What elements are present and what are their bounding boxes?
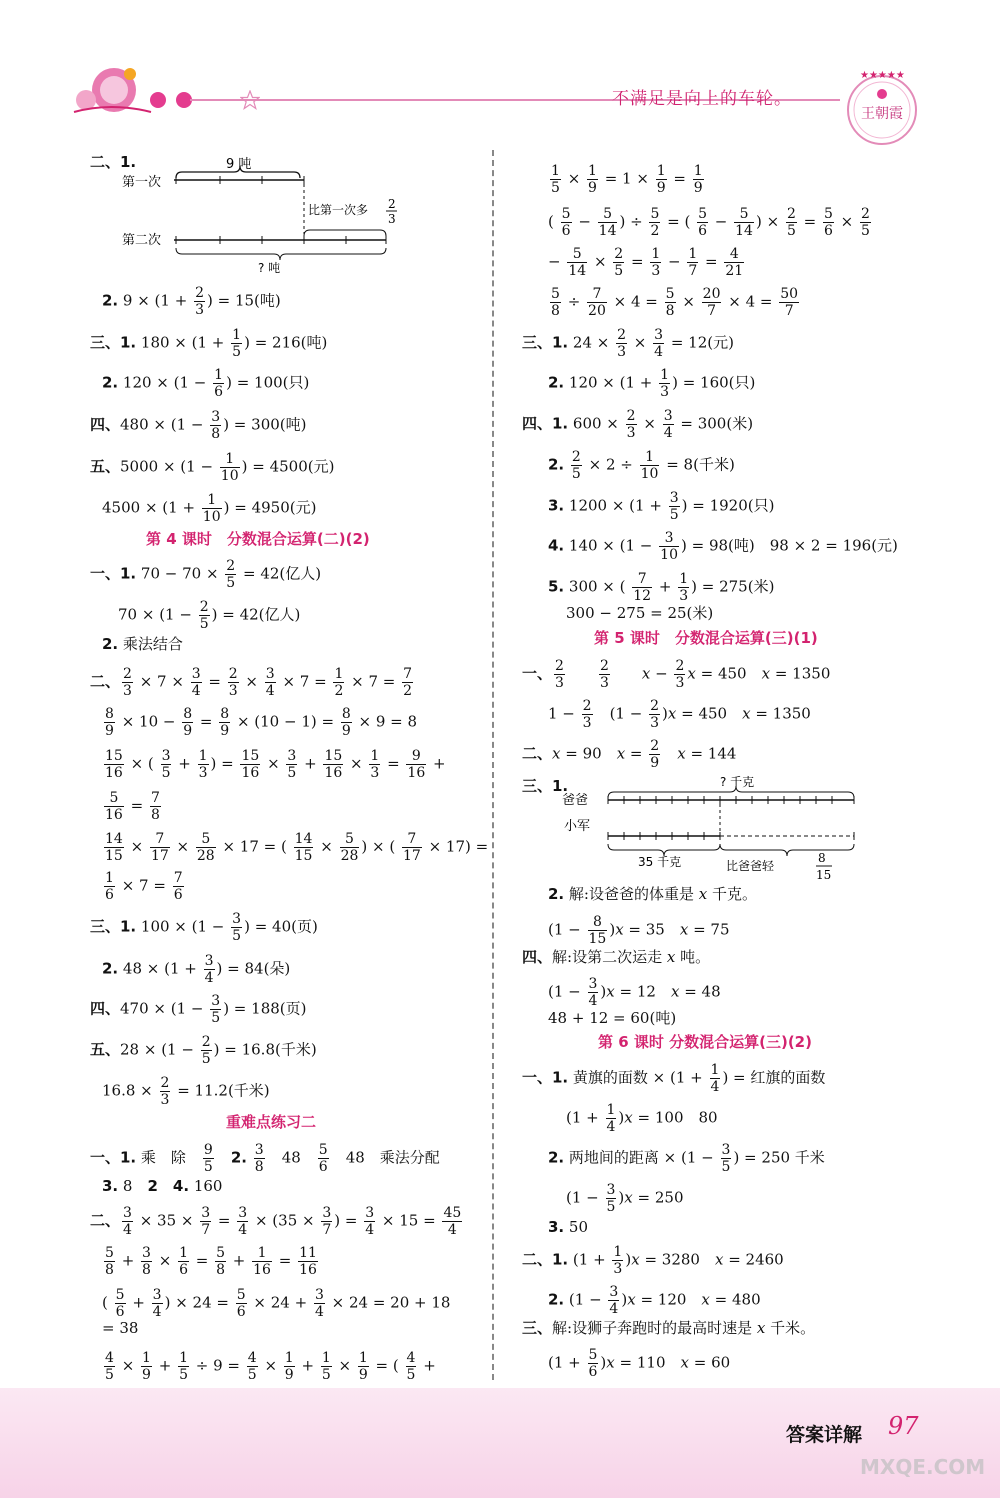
item: 5. 300 × ( $\frac{7}{12}$ + $\frac{1}{3}$ ) = 275(米) <box>548 571 775 604</box>
answer-label: 答案详解 <box>786 1424 863 1446</box>
svg-text:小军: 小军 <box>564 819 591 834</box>
svg-text:35 千克: 35 千克 <box>638 855 682 869</box>
star-icon <box>240 90 260 110</box>
item: $\frac{1}{6}$ × 7 = $\frac{7}{6}$ <box>105 870 183 903</box>
item: ( $\frac{5}{6}$ + $\frac{3}{4}$ ) × 24 = $\frac{5}{6}$ × 24 + $\frac{3}{4}$ × 24 = 20 + 18 <box>102 1287 451 1320</box>
svg-text:3: 3 <box>388 212 396 226</box>
svg-text:第二次: 第二次 <box>122 233 162 248</box>
item: (1 − $\frac{8}{15}$ )x = 35 x = 75 <box>548 914 730 947</box>
item: 三、1. 100 × (1 − $\frac{3}{5}$ ) = 40(页) <box>90 911 318 944</box>
item: $\frac{5}{8}$ + $\frac{3}{8}$ × $\frac{1}{6}$ = $\frac{5}{8}$ + $\frac{1}{16}$ = $\frac{11}{16}$ <box>105 1245 317 1278</box>
item: 一、1. 黄旗的面数 × (1 + $\frac{1}{4}$ ) = 红旗的面数 <box>522 1062 826 1095</box>
item: 1 − $\frac{2}{3}$ (1 − $\frac{2}{3}$ )x = 450 x = 1350 <box>548 698 811 731</box>
item: 3. 50 <box>548 1218 588 1236</box>
item: 2. 解:设爸爸的体重是 x 千克。 <box>548 885 757 903</box>
svg-text:王朝霞: 王朝霞 <box>861 106 903 122</box>
item: 二、1. (1 + $\frac{1}{3}$ )x = 3280 x = 2460 <box>522 1244 784 1277</box>
item: 3. 8 2 4. 160 <box>102 1177 223 1195</box>
item: 四、480 × (1 − $\frac{3}{8}$ ) = 300(吨) <box>90 409 307 442</box>
section-heading: 重难点练习二 <box>226 1113 317 1131</box>
item: 2. $\frac{2}{5}$ × 2 ÷ $\frac{1}{10}$ = 8(千米) <box>548 449 735 482</box>
item: 2. (1 − $\frac{3}{4}$ )x = 120 x = 480 <box>548 1284 761 1317</box>
motto: 不满足是向上的车轮。 <box>612 89 792 109</box>
svg-text:9 吨: 9 吨 <box>226 157 252 172</box>
item: 2. 乘法结合 <box>102 635 183 653</box>
item: 五、5000 × (1 − $\frac{1}{10}$ ) = 4500(元) <box>90 451 335 484</box>
item: 4500 × (1 + $\frac{1}{10}$ ) = 4950(元) <box>102 492 317 525</box>
item: 二、x = 90 x = $\frac{2}{9}$ x = 144 <box>522 738 737 771</box>
svg-text:2: 2 <box>388 197 396 211</box>
item: 三、1. 24 × $\frac{2}{3}$ × $\frac{3}{4}$ = 12(元) <box>522 327 734 360</box>
svg-text:★★★★★: ★★★★★ <box>860 70 905 81</box>
svg-text:? 吨: ? 吨 <box>258 261 281 275</box>
item: $\frac{1}{5}$ × $\frac{1}{9}$ = 1 × $\frac{1}{9}$ = $\frac{1}{9}$ <box>551 163 703 196</box>
svg-text:? 千克: ? 千克 <box>720 775 755 789</box>
item: 四、470 × (1 − $\frac{3}{5}$ ) = 188(页) <box>90 993 307 1026</box>
section-heading: 第 4 课时 分数混合运算(二)(2) <box>146 530 370 548</box>
item: = 38 <box>102 1319 139 1337</box>
section-heading: 第 6 课时 分数混合运算(三)(2) <box>598 1033 812 1051</box>
svg-text:比第一次多: 比第一次多 <box>308 203 369 217</box>
watermark: MXQE.COM <box>860 1455 986 1479</box>
item: 300 − 275 = 25(米) <box>566 604 714 622</box>
item: 二、 $\frac{3}{4}$ × 35 × $\frac{3}{7}$ = $\frac{3}{4}$ × (35 × $\frac{3}{7}$ ) = $\frac{3}{4}$ × 15 = $\frac{45}{4}$ <box>90 1205 462 1238</box>
item: 2. 9 × (1 + $\frac{2}{3}$ ) = 15(吨) <box>102 285 281 318</box>
svg-text:比爸爸轻: 比爸爸轻 <box>726 859 775 873</box>
item: 2. 120 × (1 + $\frac{1}{3}$ ) = 160(只) <box>548 367 756 400</box>
item: (1 + $\frac{1}{4}$ )x = 100 80 <box>566 1102 718 1135</box>
svg-text:15: 15 <box>816 868 832 882</box>
item: 四、1. 600 × $\frac{2}{3}$ × $\frac{3}{4}$ = 300(米) <box>522 408 754 441</box>
item: 五、28 × (1 − $\frac{2}{5}$ ) = 16.8(千米) <box>90 1034 317 1067</box>
item: ( $\frac{5}{6}$ − $\frac{5}{14}$ ) ÷ $\frac{5}{2}$ = ( $\frac{5}{6}$ − $\frac{5}{14}$ ) × $\frac{2}{5}$ = $\frac{5}{6}$ × $\frac{2}{5}$ <box>548 206 870 239</box>
line-diagram-1 <box>116 148 416 278</box>
mascot-icon <box>66 62 156 118</box>
item: 2. 两地间的距离 × (1 − $\frac{3}{5}$ ) = 250 千米 <box>548 1142 825 1175</box>
item: 二、1. <box>90 153 137 171</box>
item: 2. 48 × (1 + $\frac{3}{4}$ ) = 84(朵) <box>102 953 291 986</box>
item: − $\frac{5}{14}$ × $\frac{2}{5}$ = $\frac{1}{3}$ − $\frac{1}{7}$ = $\frac{4}{21}$ <box>548 246 744 279</box>
item: (1 − $\frac{3}{5}$ )x = 250 <box>566 1182 684 1215</box>
svg-text:爸爸: 爸爸 <box>562 793 589 808</box>
decor-dot <box>150 92 166 108</box>
item: 3. 1200 × (1 + $\frac{3}{5}$ ) = 1920(只) <box>548 490 775 523</box>
line-diagram-2 <box>562 770 862 882</box>
item: 三、1. <box>522 777 569 795</box>
item: 二、 $\frac{2}{3}$ × 7 × $\frac{3}{4}$ = $\frac{2}{3}$ × $\frac{3}{4}$ × 7 = $\frac{1}{2}$ × 7 = $\frac{7}{2}$ <box>90 666 413 699</box>
item: $\frac{4}{5}$ × $\frac{1}{9}$ + $\frac{1}{5}$ ÷ 9 = $\frac{4}{5}$ × $\frac{1}{9}$ + $\frac{1}{5}$ × $\frac{1}{9}$ = ( $\frac{4}{5}$ + <box>105 1350 436 1383</box>
item: $\frac{5}{8}$ ÷ $\frac{7}{20}$ × 4 = $\frac{5}{8}$ × $\frac{20}{7}$ × 4 = $\frac{50}{7}$ <box>551 286 799 319</box>
item: 16.8 × $\frac{2}{3}$ = 11.2(千米) <box>102 1075 270 1108</box>
item: 四、解:设第二次运走 x 吨。 <box>522 948 711 966</box>
item: 70 × (1 − $\frac{2}{5}$ ) = 42(亿人) <box>118 599 301 632</box>
svg-text:第一次: 第一次 <box>122 175 162 190</box>
column-divider <box>492 150 494 1380</box>
item: 三、解:设狮子奔跑时的最高时速是 x 千米。 <box>522 1319 816 1337</box>
item: 一、1. 乘 除 $\frac{9}{5}$ 2. $\frac{3}{8}$ 48 $\frac{5}{6}$ 48 乘法分配 <box>90 1142 440 1175</box>
item: $\frac{5}{16}$ = $\frac{7}{8}$ <box>105 790 160 823</box>
item: 一、 $\frac{2}{3}$ $\frac{2}{3}$ x − $\frac{2}{3}$ x = 450 x = 1350 <box>522 658 831 691</box>
page-number: 97 <box>888 1412 919 1440</box>
brand-seal-logo <box>842 70 922 150</box>
item: $\frac{8}{9}$ × 10 − $\frac{8}{9}$ = $\frac{8}{9}$ × (10 − 1) = $\frac{8}{9}$ × 9 = 8 <box>105 706 418 739</box>
item: (1 − $\frac{3}{4}$ )x = 12 x = 48 <box>548 976 721 1009</box>
svg-text:8: 8 <box>818 851 826 865</box>
item: (1 + $\frac{5}{6}$ )x = 110 x = 60 <box>548 1347 731 1380</box>
item: 2. 120 × (1 − $\frac{1}{6}$ ) = 100(只) <box>102 367 310 400</box>
item: $\frac{14}{15}$ × $\frac{7}{17}$ × $\frac{5}{28}$ × 17 = ( $\frac{14}{15}$ × $\frac{5}{28}$ ) × ( $\frac{7}{17}$ × 17) = <box>105 831 489 864</box>
item: $\frac{15}{16}$ × ( $\frac{3}{5}$ + $\frac{1}{3}$ ) = $\frac{15}{16}$ × $\frac{3}{5}$ + $\frac{15}{16}$ × $\frac{1}{3}$ = $\frac{9}{16}$ + <box>105 748 446 781</box>
item: 一、1. 70 − 70 × $\frac{2}{5}$ = 42(亿人) <box>90 558 322 591</box>
item: 48 + 12 = 60(吨) <box>548 1009 677 1027</box>
item: 4. 140 × (1 − $\frac{3}{10}$ ) = 98(吨) 98 × 2 = 196(元) <box>548 530 898 563</box>
item: 三、1. 180 × (1 + $\frac{1}{5}$ ) = 216(吨) <box>90 327 328 360</box>
section-heading: 第 5 课时 分数混合运算(三)(1) <box>594 629 818 647</box>
